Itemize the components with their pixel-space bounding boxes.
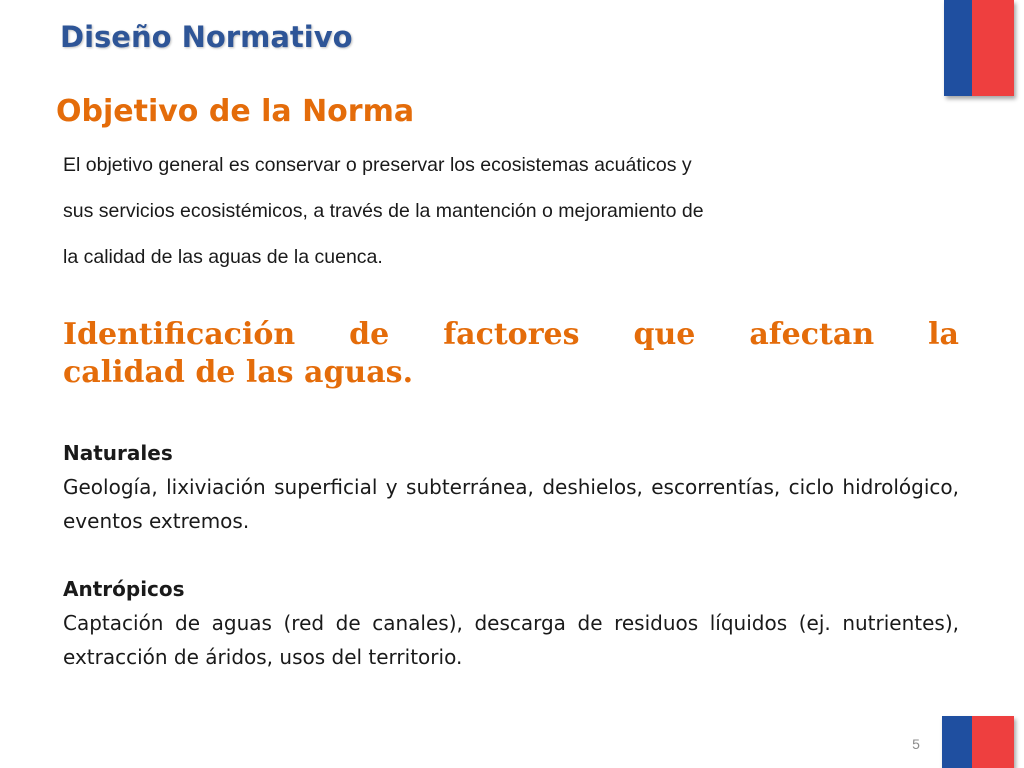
flag-blue-band bbox=[942, 716, 972, 768]
factors-title-word: factores bbox=[443, 317, 580, 352]
objective-line: sus servicios ecosistémicos, a través de la mantención o mejoramiento de bbox=[63, 200, 704, 222]
section-title-objective: Objetivo de la Norma bbox=[56, 94, 415, 129]
factors-title-word: afectan bbox=[749, 317, 875, 352]
objective-paragraph bbox=[63, 148, 943, 286]
naturales-block bbox=[63, 436, 959, 538]
naturales-text: Geología, lixiviación superficial y subterránea, deshielos, escorrentías, ciclo hidrológico, eventos extremos. bbox=[63, 475, 959, 533]
factors-title-line-2: calidad de las aguas. bbox=[63, 355, 414, 390]
flag-red-band bbox=[972, 0, 1014, 96]
factors-title-word: la bbox=[928, 317, 959, 352]
factors-title-word: que bbox=[633, 317, 696, 352]
flag-stripe-icon bbox=[942, 716, 1014, 768]
antropicos-heading: Antrópicos bbox=[63, 577, 185, 601]
factors-title-line-1 bbox=[63, 316, 959, 354]
flag-blue-band bbox=[944, 0, 972, 96]
slide-header-title: Diseño Normativo bbox=[60, 20, 353, 54]
factors-title-word: de bbox=[349, 317, 390, 352]
factors-title-word: Identificación bbox=[63, 317, 296, 352]
objective-line: la calidad de las aguas de la cuenca. bbox=[63, 246, 383, 268]
antropicos-block bbox=[63, 572, 959, 674]
page-number: 5 bbox=[912, 736, 920, 752]
objective-line: El objetivo general es conservar o preservar los ecosistemas acuáticos y bbox=[63, 154, 692, 176]
antropicos-text: Captación de aguas (red de canales), descarga de residuos líquidos (ej. nutrientes), extracción de áridos, usos del territorio. bbox=[63, 611, 959, 669]
flag-red-band bbox=[972, 716, 1014, 768]
naturales-heading: Naturales bbox=[63, 441, 173, 465]
factors-title bbox=[63, 316, 959, 392]
flag-stripe-icon bbox=[944, 0, 1014, 96]
